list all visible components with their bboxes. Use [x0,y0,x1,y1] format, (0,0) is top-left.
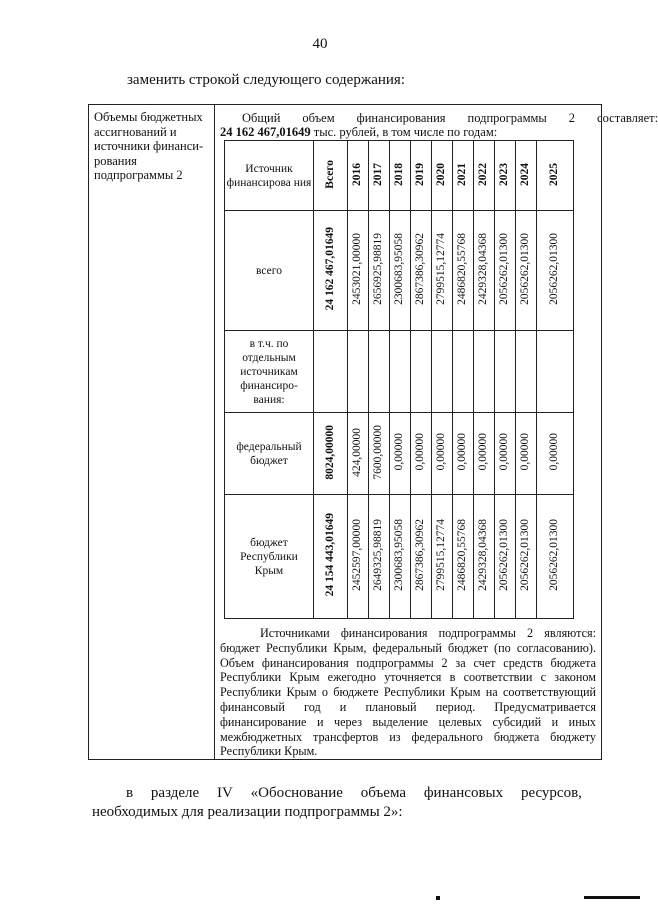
bottom-paragraph [92,784,582,822]
summary-word: составляет: [597,111,658,125]
bottom-word: объема [360,785,406,801]
cell-value [453,331,474,413]
bottom-word: в [126,785,134,801]
cell-value: 0,00000 [516,413,537,495]
summary-word: 2 [568,111,576,125]
table-row [225,413,574,495]
summary-line-2 [220,125,598,139]
cell-value: 2056262,01300 [516,495,537,619]
summary-word: финансирования [356,111,446,125]
header-year: 2018 [390,141,411,211]
cell-value: 2867386,30962 [411,211,432,331]
cell-value [537,331,574,413]
cell-value: 2056262,01300 [537,495,574,619]
bottom-line-1 [92,784,582,803]
cell-value: 2649325,98819 [369,495,390,619]
row-total: 24 162 467,01649 [314,211,348,331]
header-year: 2020 [432,141,453,211]
row-label: бюджет Республики Крым [225,495,314,619]
summary-word: подпрограммы [467,111,547,125]
header-year: 2023 [495,141,516,211]
footer-mark [436,896,440,900]
cell-value: 0,00000 [390,413,411,495]
cell-value: 2056262,01300 [516,211,537,331]
cell-value [390,331,411,413]
row-total: 24 154 443,01649 [314,495,348,619]
cell-value: 0,00000 [537,413,574,495]
cell-value [369,331,390,413]
cell-value: 0,00000 [432,413,453,495]
row-label: федеральный бюджет [225,413,314,495]
header-year: 2019 [411,141,432,211]
financing-table [224,140,574,619]
cell-value: 2486820,55768 [453,211,474,331]
cell-value: 2452597,00000 [348,495,369,619]
cell-value: 2486820,55768 [453,495,474,619]
cell-value: 0,00000 [453,413,474,495]
left-cell-label [94,110,212,183]
header-year: 2021 [453,141,474,211]
header-total: Всего [314,141,348,211]
left-cell-line: источники финанси- [94,139,204,153]
cell-value: 2056262,01300 [495,495,516,619]
header-year: 2016 [348,141,369,211]
cell-value [432,331,453,413]
cell-value [411,331,432,413]
header-year: 2024 [516,141,537,211]
header-source: Источник финансирова ния [225,141,314,211]
note-paragraph: Источниками финансирования подпрограммы 2 являются: бюджет Республики Крым, федеральный бюджет (по согласованию). Объем финансирования подпрограммы 2 за счет средств бюджета Республики Крым ежегодно уточняется в соответствии с законом Республики Крым о бюджете Республики Крым на соответствующий финансовый год и плановый период. Предусматривается финансирование и через выделение целевых субсидий и иных межбюджетных трансфертов из федерального бюджета бюджету Республики Крым. [220,626,596,759]
left-cell-line: Объемы бюджетных [94,110,203,124]
header-year: 2025 [537,141,574,211]
bottom-word: финансовых [423,785,504,801]
header-year: 2022 [474,141,495,211]
cell-value: 0,00000 [474,413,495,495]
summary-text [220,111,658,139]
bottom-word: IV [217,785,233,801]
row-total: 8024,00000 [314,413,348,495]
summary-total: 24 162 467,01649 [220,125,311,139]
table-row [225,495,574,619]
cell-value: 0,00000 [495,413,516,495]
row-label: в т.ч. по отдельным источникам финансиро- вания: [225,331,314,413]
cell-value: 2867386,30962 [411,495,432,619]
bottom-word: разделе [150,785,200,801]
table-row [225,331,574,413]
cell-value: 2429328,04368 [474,495,495,619]
cell-value: 2056262,01300 [537,211,574,331]
cell-value [474,331,495,413]
cell-value: 2300683,95058 [390,211,411,331]
cell-value: 0,00000 [411,413,432,495]
cell-value: 2453021,00000 [348,211,369,331]
summary-word: Общий [242,111,281,125]
cell-value: 2799515,12774 [432,495,453,619]
table-row [225,211,574,331]
left-cell-line: рования [94,153,137,168]
left-cell-line: подпрограммы 2 [94,168,183,182]
summary-line-1 [220,111,658,125]
cell-value: 2799515,12774 [432,211,453,331]
bottom-word: ресурсов, [520,785,582,801]
bottom-word: «Обоснование [250,785,343,801]
left-cell-line: ассигнований и [94,124,177,139]
summary-word: объем [302,111,335,125]
header-year: 2017 [369,141,390,211]
row-total [314,331,348,413]
page-number: 40 [312,36,328,52]
summary-rest: тыс. рублей, в том числе по годам: [310,125,498,139]
table-header-row [225,141,574,211]
row-label: всего [225,211,314,331]
cell-value [348,331,369,413]
cell-value: 2300683,95058 [390,495,411,619]
frame-divider [214,104,215,760]
bottom-line-2: необходимых для реализации подпрограммы 2»: [92,804,403,820]
cell-value [495,331,516,413]
cell-value [516,331,537,413]
cell-value: 2656925,98819 [369,211,390,331]
cell-value: 2429328,04368 [474,211,495,331]
financing-note [220,626,596,759]
cell-value: 7600,00000 [369,413,390,495]
cell-value: 2056262,01300 [495,211,516,331]
intro-text: заменить строкой следующего содержания: [127,72,405,88]
footer-line [584,896,640,899]
cell-value: 424,00000 [348,413,369,495]
